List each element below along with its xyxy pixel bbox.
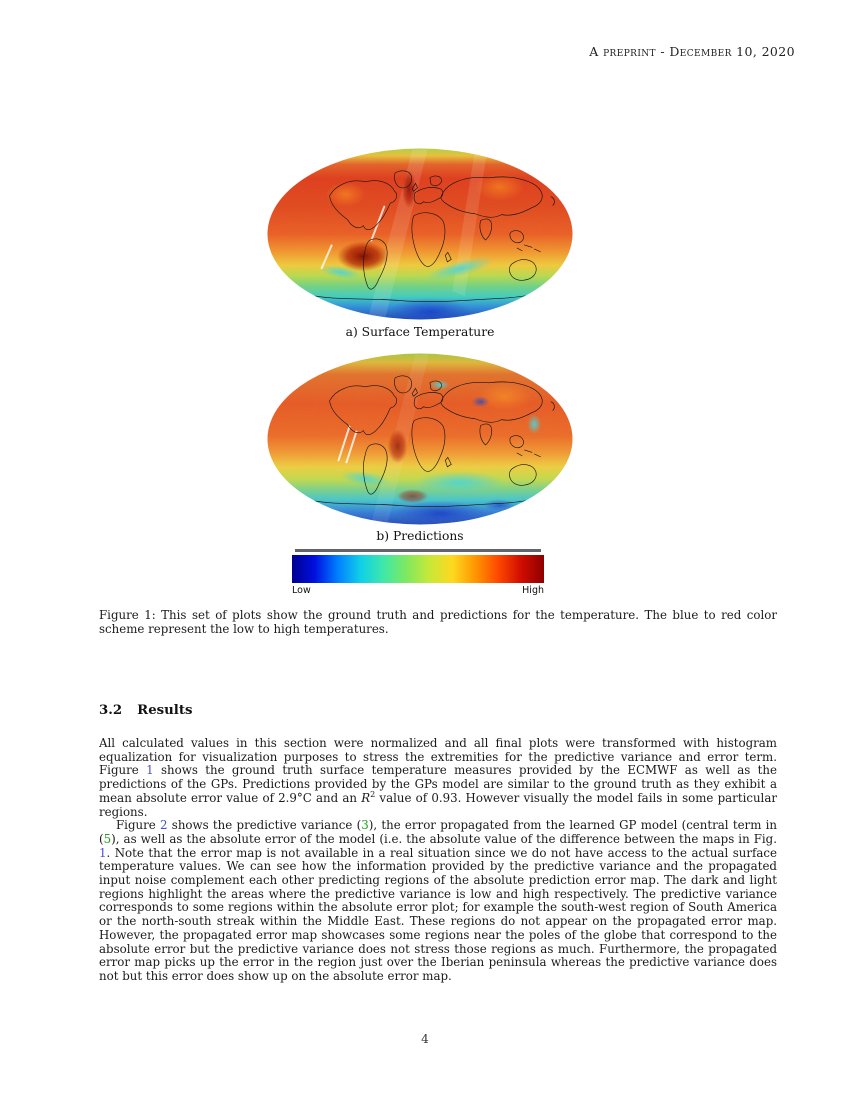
figure-ref-link[interactable]: 1 xyxy=(146,763,154,778)
subfigure-a-caption: a) Surface Temperature xyxy=(345,325,495,339)
colorbar-low-label: Low xyxy=(292,585,311,596)
page-number: 4 xyxy=(421,1032,429,1046)
figure-ref-link[interactable]: 2 xyxy=(160,818,168,833)
colorbar-labels xyxy=(292,585,544,596)
section-title: Results xyxy=(137,703,193,718)
equation-ref-link[interactable]: 5 xyxy=(103,831,112,846)
section-heading xyxy=(99,703,192,718)
paragraph: All calculated values in this section were normalized and all final plots were transformed with histogram equalization for visualization purposes to stress the extremities for the predictive variance and error term. Figure 1 shows the ground truth surface temperature measures provided by the ECMWF as well as the predictions of the GPs. Predictions provided by the GPs model are similar to the ground truth as they exhibit a mean absolute error value of 2.9°C and an $R^2$ value of 0.93. However visually the model fails in some particular regions. xyxy=(99,736,777,819)
equation-ref-link[interactable]: 3 xyxy=(361,818,369,833)
subfigure-b-caption: b) Predictions xyxy=(376,529,464,543)
surface-temperature-map xyxy=(266,146,574,322)
temperature-colorbar xyxy=(292,555,544,583)
predictions-map xyxy=(266,351,574,527)
section-number: 3.2 xyxy=(99,703,123,718)
running-header: A preprint - December 10, 2020 xyxy=(589,44,795,59)
figure-ref-link[interactable]: 1 xyxy=(99,845,107,860)
paragraph: Figure 2 shows the predictive variance (3), the error propagated from the learned GP model (central term in (5), as well as the absolute error of the model (i.e. the absolute value of the difference between the maps in Fig. 1. Note that the error map is not available in a real situation since we do not have access to the actual surface temperature values. We can see how the information provided by the predictive variance and the propagated input noise complement each other predicting regions of the absolute prediction error map. The dark and light regions highlight the areas where the predictive variance is low and high respectively. The predictive variance corresponds to some regions within the absolute error plot; for example the south-west region of South America or the north-south streak within the Middle East. These regions do not appear on the propagated error map. However, the propagated error map showcases some regions near the poles of the globe that correspond to the absolute error but the predictive variance does not stress those regions as much. Furthermore, the propagated error map picks up the error in the region just over the Iberian peninsula whereas the predictive variance does not but this error does show up on the absolute error map. xyxy=(99,818,778,983)
colorbar-top-edge xyxy=(295,549,541,552)
results-body xyxy=(99,737,777,984)
figure-caption: Figure 1: This set of plots show the ground truth and predictions for the temperature. The blue to red color scheme represent the low to high temperatures. xyxy=(99,608,777,636)
colorbar-high-label: High xyxy=(522,585,544,596)
